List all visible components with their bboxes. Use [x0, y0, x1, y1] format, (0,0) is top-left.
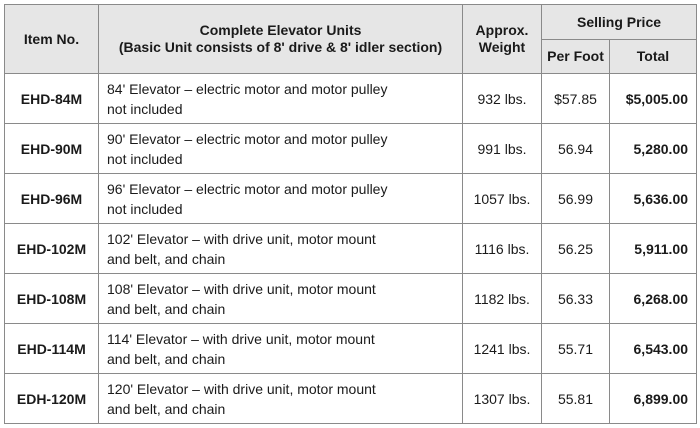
weight-cell: 1307 lbs. [463, 374, 542, 424]
table-body [5, 74, 697, 424]
description-cell [99, 174, 463, 224]
description-cell [99, 124, 463, 174]
table-row [5, 374, 697, 424]
description-line-2: not included [107, 200, 183, 217]
description-line-2: and belt, and chain [107, 350, 226, 367]
item-number-cell: EHD-84M [5, 74, 99, 124]
description-line-2: and belt, and chain [107, 400, 226, 417]
description-line-1: 120' Elevator – with drive unit, motor mount [107, 380, 376, 397]
weight-cell: 1182 lbs. [463, 274, 542, 324]
weight-cell: 1057 lbs. [463, 174, 542, 224]
header-total: Total [610, 40, 697, 74]
description-cell [99, 274, 463, 324]
per-foot-price-cell: 56.33 [542, 274, 610, 324]
item-number-cell: EHD-102M [5, 224, 99, 274]
header-units-title: Complete Elevator Units [199, 22, 362, 38]
table-row [5, 224, 697, 274]
description-line-2: not included [107, 100, 183, 117]
per-foot-price-cell: 55.71 [542, 324, 610, 374]
description-cell [99, 374, 463, 424]
header-selling-price: Selling Price [542, 5, 697, 40]
weight-cell: 1116 lbs. [463, 224, 542, 274]
item-number-cell: EHD-96M [5, 174, 99, 224]
description-cell [99, 224, 463, 274]
total-price-cell: 5,636.00 [610, 174, 697, 224]
item-number-cell: EHD-108M [5, 274, 99, 324]
description-line-1: 102' Elevator – with drive unit, motor mount [107, 230, 376, 247]
total-price-cell: 6,543.00 [610, 324, 697, 374]
table-header [5, 5, 697, 74]
total-price-cell: 6,268.00 [610, 274, 697, 324]
description-line-1: 114' Elevator – with drive unit, motor mount [107, 330, 375, 347]
header-complete-units [99, 5, 463, 74]
per-foot-price-cell: 56.25 [542, 224, 610, 274]
description-cell [99, 74, 463, 124]
description-line-2: not included [107, 150, 183, 167]
table-row [5, 174, 697, 224]
header-units-subtitle: (Basic Unit consists of 8' drive & 8' idler section) [118, 39, 443, 55]
description-line-2: and belt, and chain [107, 250, 226, 267]
weight-cell: 932 lbs. [463, 74, 542, 124]
description-cell [99, 324, 463, 374]
total-price-cell: $5,005.00 [610, 74, 697, 124]
description-line-2: and belt, and chain [107, 300, 226, 317]
header-row-top [5, 5, 697, 40]
weight-cell: 991 lbs. [463, 124, 542, 174]
per-foot-price-cell: $57.85 [542, 74, 610, 124]
table-row [5, 274, 697, 324]
table-row [5, 124, 697, 174]
table-row [5, 74, 697, 124]
total-price-cell: 5,911.00 [610, 224, 697, 274]
total-price-cell: 6,899.00 [610, 374, 697, 424]
header-per-foot: Per Foot [542, 40, 610, 74]
description-line-1: 108' Elevator – with drive unit, motor mount [107, 280, 376, 297]
header-weight-line1: Approx. [475, 22, 529, 38]
price-table [4, 4, 697, 424]
per-foot-price-cell: 56.94 [542, 124, 610, 174]
description-line-1: 84' Elevator – electric motor and motor pulley [107, 80, 388, 97]
item-number-cell: EHD-114M [5, 324, 99, 374]
per-foot-price-cell: 55.81 [542, 374, 610, 424]
per-foot-price-cell: 56.99 [542, 174, 610, 224]
weight-cell: 1241 lbs. [463, 324, 542, 374]
header-approx-weight [463, 5, 542, 74]
total-price-cell: 5,280.00 [610, 124, 697, 174]
description-line-1: 96' Elevator – electric motor and motor pulley [107, 180, 388, 197]
item-number-cell: EDH-120M [5, 374, 99, 424]
description-line-1: 90' Elevator – electric motor and motor pulley [107, 130, 388, 147]
header-item-no: Item No. [5, 5, 99, 74]
header-weight-line2: Weight [478, 39, 526, 55]
table-row [5, 324, 697, 374]
item-number-cell: EHD-90M [5, 124, 99, 174]
